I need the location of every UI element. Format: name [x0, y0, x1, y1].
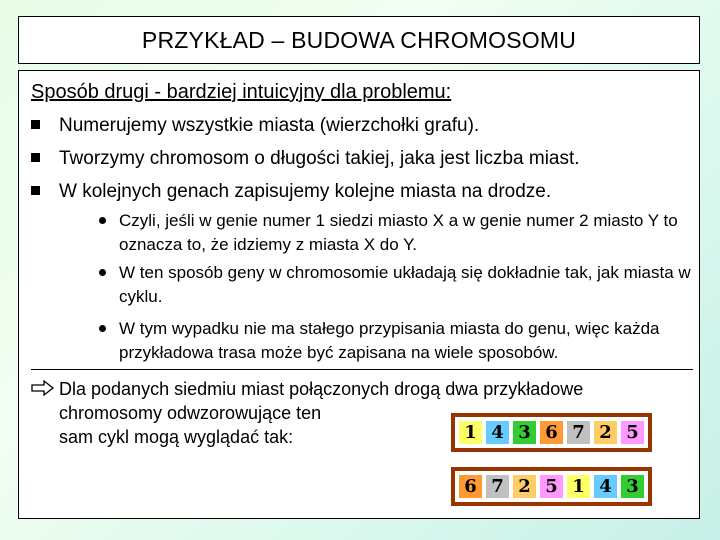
sub-bullet-text: W ten sposób geny w chromosomie układają się dokładnie tak, jak miasta w cyklu.: [119, 263, 691, 306]
slide-title: PRZYKŁAD – BUDOWA CHROMOSOMU: [141, 26, 577, 53]
gene-cell: 4: [486, 421, 509, 444]
gene-cell: 7: [567, 421, 590, 444]
gene-cell: 5: [540, 475, 563, 498]
intro-heading: Sposób drugi - bardziej intuicyjny dla problemu:: [31, 81, 452, 103]
gene-cell: 5: [621, 421, 644, 444]
gene-cell: 6: [459, 475, 482, 498]
square-bullet-icon: [31, 153, 40, 162]
sub-bullet-text: W tym wypadku nie ma stałego przypisania miasta do genu, więc każda przykładowa trasa może być zapisana na wiele sposobów.: [119, 319, 660, 362]
divider: [31, 369, 693, 370]
title-box: [18, 16, 700, 64]
gene-cell: 1: [567, 475, 590, 498]
bullet-text: Tworzymy chromosom o długości takiej, jaka jest liczba miast.: [59, 148, 580, 169]
gene-cell: 4: [594, 475, 617, 498]
example-text-line-3: sam cykl mogą wyglądać tak:: [59, 427, 294, 447]
gene-cell: 7: [486, 475, 509, 498]
bullet-text: Numerujemy wszystkie miasta (wierzchołki grafu).: [59, 115, 480, 136]
chromosome-2: [451, 467, 652, 506]
chromosome-1: [451, 413, 652, 452]
gene-cell: 2: [594, 421, 617, 444]
gene-cell: 3: [513, 421, 536, 444]
example-text-line-1: Dla podanych siedmiu miast połączonych drogą dwa przykładowe: [59, 379, 584, 399]
gene-cell: 2: [513, 475, 536, 498]
arrow-right-icon: [31, 380, 55, 396]
gene-cell: 6: [540, 421, 563, 444]
round-bullet-icon: [99, 269, 106, 276]
bullet-text: W kolejnych genach zapisujemy kolejne miasta na drodze.: [59, 181, 552, 202]
square-bullet-icon: [31, 186, 40, 195]
gene-cell: 1: [459, 421, 482, 444]
round-bullet-icon: [99, 325, 106, 332]
example-text-line-2: chromosomy odwzorowujące ten: [59, 403, 322, 423]
square-bullet-icon: [31, 120, 40, 129]
content-box: [18, 70, 700, 519]
sub-bullet-text: Czyli, jeśli w genie numer 1 siedzi miasto X a w genie numer 2 miasto Y to oznacza to, że idziemy z miasta X do Y.: [119, 211, 678, 254]
gene-cell: 3: [621, 475, 644, 498]
round-bullet-icon: [99, 217, 106, 224]
